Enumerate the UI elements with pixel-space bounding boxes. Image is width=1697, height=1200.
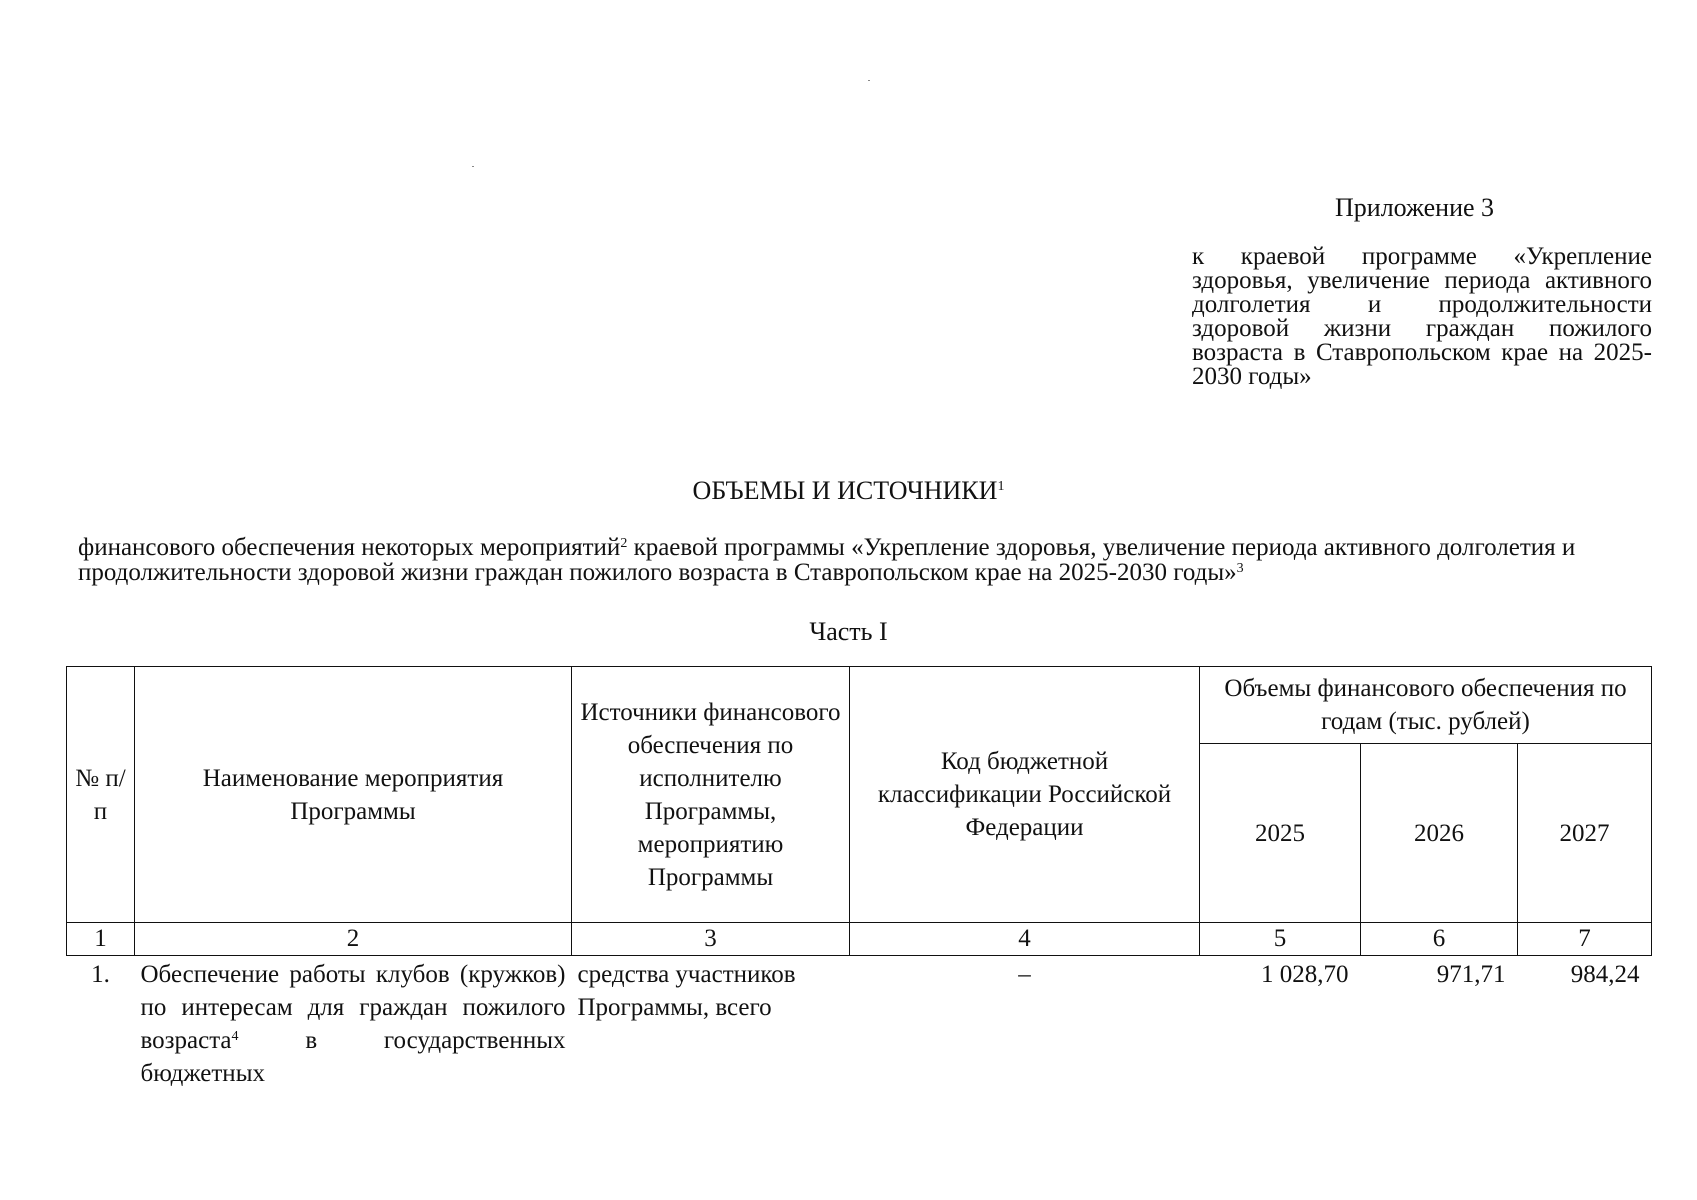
column-number: 2 <box>135 923 572 956</box>
column-number: 6 <box>1361 923 1518 956</box>
header-sources: Источники финансового обеспечения по исполнителю Программы, мероприятию Программы <box>572 667 850 923</box>
column-number: 3 <box>572 923 850 956</box>
column-number-row <box>67 923 1652 956</box>
part-label: Часть I <box>809 617 888 646</box>
row-value-2026: 971,71 <box>1436 961 1506 988</box>
column-number: 1 <box>67 923 135 956</box>
header-name: Наименование мероприятия Программы <box>135 667 572 923</box>
scan-speck <box>472 166 474 167</box>
document-title <box>0 476 1697 506</box>
row-value-2025: 1 028,70 <box>1261 961 1349 988</box>
header-volumes: Объемы финансового обеспечения по годам (тыс. рублей) <box>1200 667 1652 744</box>
row-name <box>135 956 572 1091</box>
scan-speck <box>868 80 870 81</box>
document-title-text: ОБЪЕМЫ И ИСТОЧНИКИ <box>692 476 998 505</box>
row-code: – <box>1018 961 1031 988</box>
column-number: 7 <box>1518 923 1652 956</box>
table-row <box>67 956 1652 1091</box>
header-year: 2025 <box>1200 744 1361 923</box>
row-name-text: в государственных бюджетных <box>140 1027 566 1087</box>
header-code: Код бюджетной классификации Российской Федерации <box>850 667 1200 923</box>
row-source: средства участников Программы, всего <box>577 961 796 1021</box>
footnote-marker: 4 <box>231 1029 239 1044</box>
subtitle-text: краевой программы «Укрепление здоровья, увеличение периода активного долголетия и продолжительности здоровой жизни граждан пожилого возраста в Ставропольском крае на 2025-2030 годы» <box>78 534 1576 586</box>
row-name-text: Обеспечение работы клубов (кружков) по интересам для граждан пожилого возраста <box>140 961 566 1054</box>
finance-table <box>66 666 1652 1090</box>
header-year: 2026 <box>1361 744 1518 923</box>
header-num: № п/п <box>67 667 135 923</box>
column-number: 4 <box>850 923 1200 956</box>
footnote-marker: 2 <box>620 536 628 551</box>
header-year: 2027 <box>1518 744 1652 923</box>
table-header-row <box>67 667 1652 744</box>
document-subtitle <box>78 535 1658 585</box>
row-value-2027: 984,24 <box>1570 961 1640 988</box>
row-number: 1. <box>91 961 110 988</box>
appendix-title: Приложение 3 <box>1335 193 1495 222</box>
subtitle-text: финансового обеспечения некоторых мероприятий <box>78 534 621 561</box>
footnote-marker: 3 <box>1236 561 1244 576</box>
footnote-marker: 1 <box>997 479 1005 494</box>
appendix-description: к краевой программе «Укрепление здоровья, увеличение периода активного долголетия и продолжительности здоровой жизни граждан пожилого возраста в Ставропольском крае на 2025-2030 годы» <box>1192 243 1652 390</box>
column-number: 5 <box>1200 923 1361 956</box>
